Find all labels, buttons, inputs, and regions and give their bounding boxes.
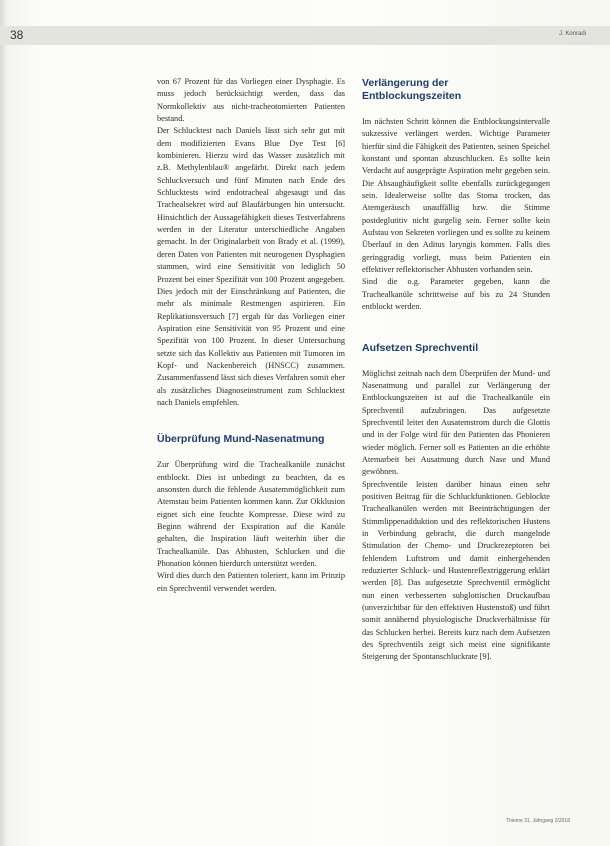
page-number: 38 bbox=[10, 28, 24, 42]
binding-shadow bbox=[0, 0, 8, 846]
header-band bbox=[0, 26, 610, 45]
footer: Thieme 31. Jahrgang 2/2018 bbox=[506, 818, 570, 824]
running-head: J. Konradi bbox=[558, 31, 586, 37]
paragraph: Wird dies durch den Patienten toleriert, kann im Prinzip ein Sprechventil verwendet werden. bbox=[157, 571, 345, 593]
left-column bbox=[157, 76, 345, 595]
section-heading-sprechventil: Aufsetzen Sprechventil bbox=[362, 341, 479, 354]
paragraph: Sprechventile leisten darüber hinaus einen sehr positiven Beitrag für die Schluckfunktionen. Geblockte Trachealkanülen werden mit Beeinträchtigungen der Stimmlippenadduktion und des reflektorischen Hustens in Verbindung gebracht, die durch mangelnde Stimulation der Chemo- und Druckrezeptoren bei fehlendem Luftstrom und damit einhergehenden reduzierter Schluck- und Hustenreflextriggerung erklärt werden [8]. Das aufgesetzte Sprechventil ermöglicht nun einen verbesserten subglottischen Druckaufbau (unverzichtbar für den effektiven Hustenstoß) und führt somit annähernd physiologische Druckverhältnisse für das Schlucken herbei. Bereits kurz nach dem Aufsetzen des Sprechventils zeigt sich meist eine signifikante Steigerung der Spontanschluckrate [9]. bbox=[362, 479, 550, 662]
section-heading-mund-nasenatmung: Überprüfung Mund-Nasenatmung bbox=[157, 433, 325, 446]
paragraph: Sind die o.g. Parameter gegeben, kann die Trachealkanüle schrittweise auf bis zu 24 Stunden entblockt werden. bbox=[362, 277, 550, 312]
paragraph: Zur Überprüfung wird die Trachealkanüle zunächst entblockt. Dies ist unbedingt zu beachten, da es ansonsten durch die fehlende Ausatemmöglichkeit zum Atemstau beim Patienten kommen kann. Zur Okklusion eignet sich eine feuchte Kompresse. Diese wird zu Beginn während der Exspiration auf die Kanüle gehalten, die Inspiration läuft weiterhin über die Trachealkanüle. Das Abhusten, Schlucken und die Phonation können hierdurch unterstützt werden. bbox=[157, 460, 345, 569]
right-column bbox=[362, 77, 550, 664]
paragraph: Der Schlucktest nach Daniels lässt sich sehr gut mit dem modifizierten Evans Blue Dye Test [6] kombinieren. Hierzu wird das Wasser zusätzlich mit z.B. Methylenblau® angefärbt. Direkt nach jedem Schluckversuch und fünf Minuten nach Ende des Schlucktests wird endotracheal abgesaugt und das Trachealsekret wird auf Blaufärbungen hin untersucht. Hinsichtlich der Aussagefähigkeit dieses Testverfahrens werden in der Literatur unterschiedliche Angaben gemacht. In der Originalarbeit von Brady et al. (1999), deren Daten von Patienten mit neurogenen Dysphagien stammen, wird eine Sensitivität von lediglich 50 Prozent bei einer Spezifität von 100 Prozent angegeben. Dies jedoch mit der Einschränkung auf Patienten, die mehr als minimale Restmengen aspirieren. Ein Replikationsversuch [7] ergab für das Vorliegen einer Aspiration eine Sensitivität von 95 Prozent und eine Spezifität von 100 Prozent. In dieser Untersuchung setzte sich das Kollektiv aus Patienten mit Tumoren im Kopf- und Nackenbereich (HNSCC) zusammen. Zusammenfassend lässt sich dieses Verfahren somit eher als zusätzliches Diagnoseinstrument zum Schlucktest nach Daniels empfehlen. bbox=[157, 126, 345, 407]
paragraph: von 67 Prozent für das Vorliegen einer Dysphagie. Es muss jedoch berücksichtigt werden, dass das Normkollektiv aus nicht-tracheotomierten Patienten bestand. bbox=[157, 77, 345, 124]
paragraph: Möglichst zeitnah nach dem Überprüfen der Mund- und Nasenatmung und parallel zur Verlängerung der Entblockungszeiten ist auf die Trachealkanüle ein Sprechventil aufzubringen. Das aufgesetzte Sprechventil leitet den Ausatemstrom durch die Glottis und in der Folge wird für den Patienten das Phonieren wieder möglich. Ferner soll es Patienten an die erhöhte Atemarbeit bei Ausatmung durch Nase und Mund gewöhnen. bbox=[362, 368, 550, 477]
paragraph: Im nächsten Schritt können die Entblockungsintervalle sukzessive verlängert werden. Wichtige Parameter hierfür sind die Fähigkeit des Patienten, seinen Speichel konstant und spontan abzuschlucken. Es sollte kein Verdacht auf ausgeprägte Aspiration mehr gegeben sein. Die Absaughäufigkeit sollte ebenfalls zurückgegangen sein. Idealerweise sollte das Stoma trocken, das Atemgeräusch unauffällig bzw. die Stimme postdeglutitiv nicht gurgelig sein. Ferner sollte kein Aufstau von Sekreten vorliegen und es sollte zu keinem Überlauf in den Aditus laryngis kommen. Falls dies geringgradig vorliegt, muss beim Patienten ein effektiver reflektorischer Abhusten vorhanden sein. bbox=[362, 117, 550, 275]
section-heading-entblockungszeiten: Verlängerung der Entblockungszeiten bbox=[362, 77, 462, 102]
